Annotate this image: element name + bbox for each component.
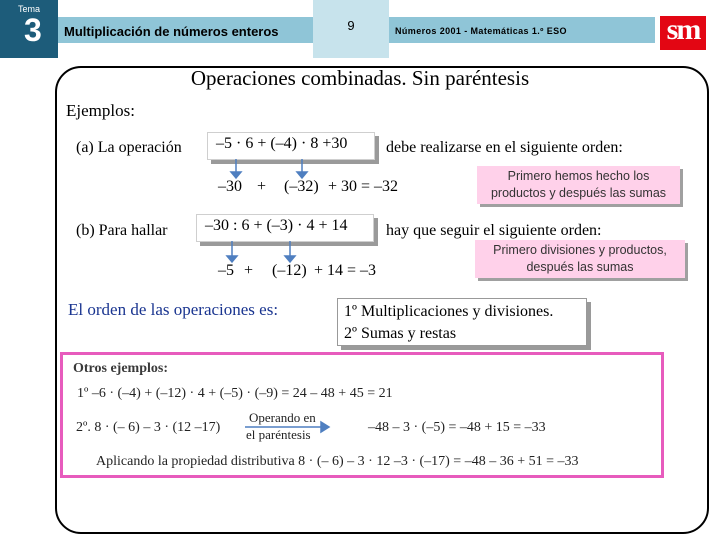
example-a-note: Primero hemos hecho los productos y después las sumas (477, 166, 680, 204)
order-line-2: 2º Sumas y restas (344, 325, 457, 342)
example-a-label: (a) La operación (76, 139, 182, 156)
other-example-2-right: –48 – 3 · (–5) = –48 + 15 = –33 (368, 420, 546, 435)
other-example-3: Aplicando la propiedad distributiva 8 · (– 6) – 3 · 12 –3 · (–17) = –48 – 36 + 51 = –33 (96, 454, 579, 469)
example-b-step2-rest: + 14 = –3 (314, 262, 377, 279)
order-label: El orden de las operaciones es: (68, 300, 279, 319)
arrow-b2-head (285, 256, 295, 262)
order-box (337, 298, 587, 346)
example-b-label: (b) Para hallar (76, 222, 168, 239)
examples-heading: Ejemplos: (66, 101, 135, 120)
tema-number: 3 (24, 12, 42, 48)
example-a-step2-rest: + 30 = –32 (328, 178, 399, 195)
page-number: 9 (313, 0, 389, 58)
order-line-1: 1º Multiplicaciones y divisiones. (344, 303, 554, 320)
example-a-order-text: debe realizarse en el siguiente orden: (386, 139, 623, 156)
example-a-step1: –30 (218, 178, 242, 195)
slide-title: Operaciones combinadas. Sin paréntesis (190, 66, 530, 90)
other-examples-title: Otros ejemplos: (73, 361, 168, 376)
publisher-logo: sm (660, 16, 706, 50)
example-a-step2: (–32) (284, 178, 319, 195)
arrow-a2-head (297, 172, 307, 178)
arrow-a1-head (231, 172, 241, 178)
example-b-order-text: hay que seguir el siguiente orden: (386, 222, 602, 239)
other-example-1: 1º –6 · (–4) + (–12) · 4 + (–5) · (–9) = 24 – 48 + 45 = 21 (77, 386, 393, 401)
example-a-expression: –5 · 6 + (–4) · 8 +30 (207, 132, 375, 160)
unit-title: Multiplicación de números enteros (58, 17, 313, 43)
series-title: Números 2001 - Matemáticas 1.º ESO (389, 17, 637, 43)
example-b-step2: (–12) (272, 262, 307, 279)
other-example-2-note-1: Operando en (249, 410, 316, 425)
other-example-2-left: 2º. 8 · (– 6) – 3 · (12 –17) (76, 420, 221, 435)
example-a-step1-plus: + (257, 178, 267, 195)
example-b-step1-plus: + (244, 262, 254, 279)
example-b-note: Primero divisiones y productos, después las sumas (475, 240, 685, 278)
other-example-2-note-2: el paréntesis (246, 427, 311, 442)
example-b-step1: –5 (218, 262, 234, 279)
example-b-expression: –30 : 6 + (–3) · 4 + 14 (196, 214, 374, 242)
arrow-b1-head (227, 256, 237, 262)
tema-label: Tema (18, 4, 41, 14)
